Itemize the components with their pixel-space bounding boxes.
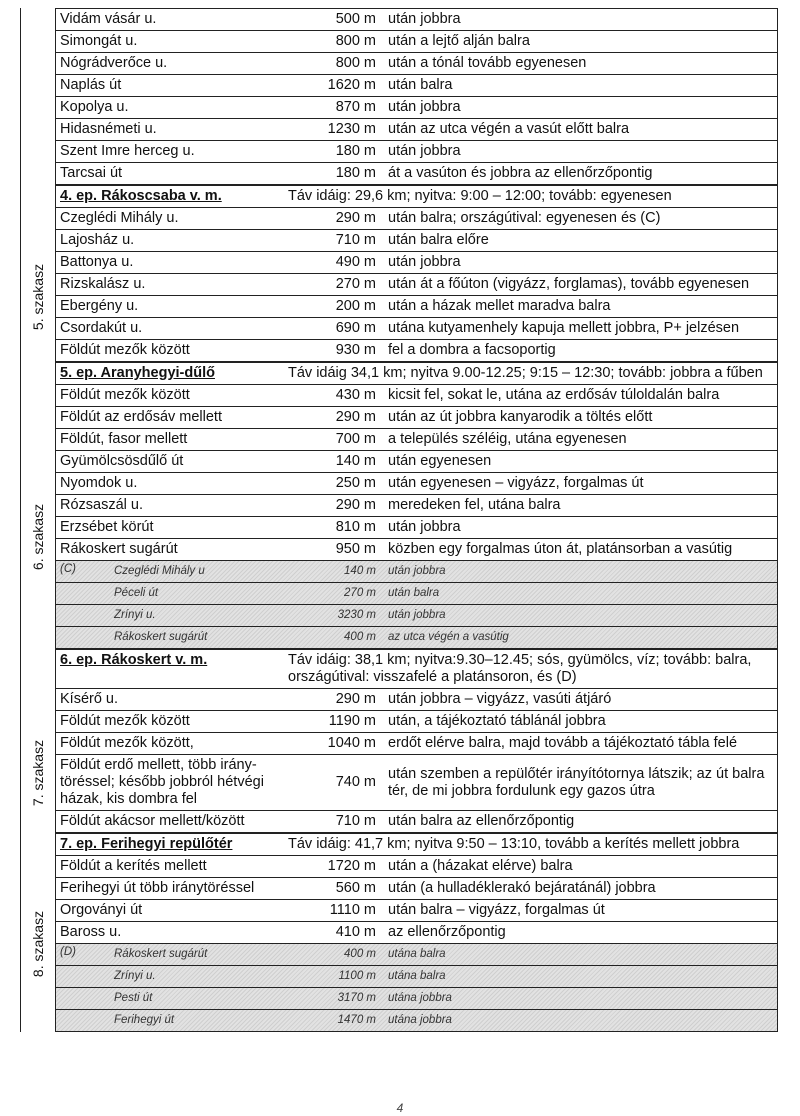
alternative-route-row	[56, 944, 778, 966]
distance: 430 m	[335, 387, 376, 403]
route-row	[56, 53, 778, 75]
route-row	[56, 407, 778, 429]
distance: 180 m	[335, 165, 376, 181]
checkpoint-info: Táv idáig 34,1 km; nyitva 9.00-12.25; 9:15 – 12:30; tovább: jobbra a fűben	[288, 365, 763, 381]
distance: 3170 m	[337, 992, 376, 1004]
route-row	[56, 230, 778, 252]
direction: után balra	[388, 77, 453, 93]
street-name: Naplás út	[60, 77, 122, 93]
distance: 290 m	[335, 210, 376, 226]
direction: után (a hulladéklerakó bejáratánál) jobbra	[388, 880, 656, 896]
route-row	[56, 318, 778, 340]
section-label: 5. szakasz	[30, 263, 47, 330]
section-label: 8. szakasz	[30, 910, 47, 978]
direction: után egyenesen – vigyázz, forgalmas út	[388, 475, 644, 491]
route-table	[20, 8, 778, 1032]
street-name: Zrínyi u.	[114, 970, 156, 982]
alt-route-tag	[56, 1010, 96, 1031]
alt-route-tag: (D)	[60, 946, 76, 958]
direction: át a vasúton és jobbra az ellenőrzőpontig	[388, 165, 653, 181]
street-name: Zrínyi u.	[114, 609, 156, 621]
section-rows	[55, 385, 778, 689]
street-name: Nyomdok u.	[60, 475, 138, 491]
street-name: Ebergény u.	[60, 298, 139, 314]
distance: 410 m	[335, 924, 376, 940]
street-name: Földút a kerítés mellett	[60, 858, 207, 874]
direction: után balra az ellenőrzőpontig	[388, 813, 575, 829]
route-section	[20, 856, 778, 1032]
distance: 870 m	[335, 99, 376, 115]
route-row	[56, 31, 778, 53]
direction: után jobbra	[388, 11, 461, 27]
street-name: Pesti út	[114, 992, 153, 1004]
street-name: Földút mezők között,	[60, 735, 194, 751]
street-name: Gyümölcsösdűlő út	[60, 453, 184, 469]
distance: 700 m	[335, 431, 376, 447]
street-name: Nógrádverőce u.	[60, 55, 168, 71]
distance: 1620 m	[327, 77, 376, 93]
route-row	[56, 539, 778, 561]
distance: 180 m	[335, 143, 376, 159]
street-name: Vidám vásár u.	[60, 11, 157, 27]
distance: 490 m	[335, 254, 376, 270]
street-name: Földút mezők között	[60, 713, 190, 729]
route-row	[56, 878, 778, 900]
street-name: Földút, fasor mellett	[60, 431, 188, 447]
street-name: Rákoskert sugárút	[114, 948, 208, 960]
street-name: Péceli út	[114, 587, 159, 599]
direction: után egyenesen	[388, 453, 492, 469]
street-name: Földút mezők között	[60, 342, 190, 358]
direction: után balra előre	[388, 232, 489, 248]
street-name: Kísérő u.	[60, 691, 119, 707]
street-name: Földút erdő mellett, több iránytöréssel; később jobbról hétvégi házak, kis dombra fel	[60, 757, 264, 807]
route-row	[56, 429, 778, 451]
distance: 740 m	[335, 774, 376, 790]
route-row	[56, 208, 778, 230]
distance: 930 m	[335, 342, 376, 358]
direction: az utca végén a vasútig	[388, 631, 509, 643]
direction: az ellenőrzőpontig	[388, 924, 506, 940]
alt-route-tag	[56, 627, 96, 648]
direction: után jobbra	[388, 143, 461, 159]
distance: 1720 m	[327, 858, 376, 874]
street-name: Battonya u.	[60, 254, 134, 270]
route-row	[56, 75, 778, 97]
direction: után jobbra	[388, 565, 446, 577]
distance: 1110 m	[329, 902, 376, 918]
street-name: Rózsaszál u.	[60, 497, 144, 513]
section-label: 7. szakasz	[30, 739, 47, 806]
route-row	[56, 755, 778, 811]
direction: után jobbra – vigyázz, vasúti átjáró	[388, 691, 612, 707]
route-row	[56, 340, 778, 362]
direction: után szemben a repülőtér irányítótornya látszik; az út balra tér, de mi jobbra fordulunk egy gazos útra	[388, 765, 765, 799]
distance: 800 m	[335, 55, 376, 71]
direction: után a tónál tovább egyenesen	[388, 55, 587, 71]
direction: erdőt elérve balra, majd tovább a tájékoztató tábla felé	[388, 735, 738, 751]
street-name: Ferihegyi út	[114, 1014, 175, 1026]
direction: után a házak mellet maradva balra	[388, 298, 611, 314]
alt-route-tag	[56, 988, 96, 1009]
checkpoint-info: Táv idáig: 41,7 km; nyitva 9:50 – 13:10, tovább a kerítés mellett jobbra	[288, 836, 740, 852]
distance: 500 m	[335, 11, 376, 27]
direction: után jobbra	[388, 609, 446, 621]
distance: 200 m	[335, 298, 376, 314]
distance: 290 m	[335, 497, 376, 513]
route-row	[56, 473, 778, 495]
section-rows	[55, 8, 778, 208]
street-name: Földút az erdősáv mellett	[60, 409, 222, 425]
alternative-route-row	[56, 627, 778, 649]
route-row	[56, 252, 778, 274]
direction: utána balra	[388, 970, 446, 982]
alt-route-tag	[56, 605, 96, 626]
route-row	[56, 495, 778, 517]
direction: utána balra	[388, 948, 446, 960]
checkpoint-info: Táv idáig: 38,1 km; nyitva:9.30–12.45; sós, gyümölcs, víz; tovább: balra, országútival: visszafelé a platánsoron, és (D)	[288, 652, 752, 685]
direction: után jobbra	[388, 99, 461, 115]
direction: után az utca végén a vasút előtt balra	[388, 121, 630, 137]
route-section	[20, 385, 778, 689]
checkpoint-row	[56, 185, 778, 208]
distance: 270 m	[344, 587, 376, 599]
direction: után jobbra	[388, 519, 461, 535]
street-name: Simongát u.	[60, 33, 138, 49]
street-name: Orgoványi út	[60, 902, 143, 918]
section-rows	[55, 856, 778, 1032]
distance: 1230 m	[327, 121, 376, 137]
checkpoint-name: 5. ep. Aranyhegyi-dűlő	[60, 365, 215, 381]
direction: fel a dombra a facsoportig	[388, 342, 556, 358]
route-section	[20, 689, 778, 856]
section-label-cell	[21, 385, 55, 689]
street-name: Hidasnémeti u.	[60, 121, 157, 137]
distance: 250 m	[335, 475, 376, 491]
distance: 810 m	[335, 519, 376, 535]
checkpoint-name: 4. ep. Rákoscsaba v. m.	[60, 188, 222, 204]
street-name: Rákoskert sugárút	[60, 541, 178, 557]
distance: 560 m	[335, 880, 376, 896]
direction: utána jobbra	[388, 1014, 452, 1026]
distance: 1040 m	[327, 735, 376, 751]
section-label-cell	[21, 8, 55, 208]
alternative-route-row	[56, 966, 778, 988]
distance: 400 m	[344, 948, 376, 960]
route-row	[56, 274, 778, 296]
direction: kicsit fel, sokat le, utána az erdősáv túloldalán balra	[388, 387, 720, 403]
street-name: Czeglédi Mihály u.	[60, 210, 179, 226]
street-name: Kopolya u.	[60, 99, 129, 115]
alternative-route-row	[56, 988, 778, 1010]
section-label: 6. szakasz	[30, 503, 47, 571]
distance: 140 m	[335, 453, 376, 469]
route-row	[56, 733, 778, 755]
checkpoint-name: 6. ep. Rákoskert v. m.	[60, 652, 208, 668]
alt-route-tag	[56, 966, 96, 987]
section-label-cell	[21, 689, 55, 856]
direction: utána jobbra	[388, 992, 452, 1004]
direction: utána kutyamenhely kapuja mellett jobbra, P+ jelzésen	[388, 320, 740, 336]
section-rows	[55, 689, 778, 856]
street-name: Ferihegyi út több iránytöréssel	[60, 880, 255, 896]
route-section	[20, 8, 778, 208]
route-row	[56, 711, 778, 733]
direction: után balra – vigyázz, forgalmas út	[388, 902, 605, 918]
street-name: Földút akácsor mellett/között	[60, 813, 245, 829]
street-name: Szent Imre herceg u.	[60, 143, 195, 159]
distance: 3230 m	[337, 609, 376, 621]
distance: 290 m	[335, 409, 376, 425]
alt-route-tag: (C)	[60, 563, 76, 575]
checkpoint-info: Táv idáig: 29,6 km; nyitva: 9:00 – 12:00; tovább: egyenesen	[288, 188, 672, 204]
section-rows	[55, 208, 778, 385]
direction: után balra; országútival: egyenesen és (C)	[388, 210, 661, 226]
route-row	[56, 119, 778, 141]
route-row	[56, 163, 778, 185]
distance: 710 m	[335, 232, 376, 248]
route-row	[56, 811, 778, 833]
section-label-cell	[21, 856, 55, 1032]
checkpoint-row	[56, 362, 778, 385]
alternative-route-row	[56, 1010, 778, 1032]
direction: közben egy forgalmas úton át, platánsorban a vasútig	[388, 541, 733, 557]
route-row	[56, 922, 778, 944]
distance: 950 m	[335, 541, 376, 557]
street-name: Rákoskert sugárút	[114, 631, 208, 643]
checkpoint-row	[56, 649, 778, 689]
direction: meredeken fel, utána balra	[388, 497, 561, 513]
distance: 400 m	[344, 631, 376, 643]
route-row	[56, 689, 778, 711]
distance: 800 m	[335, 33, 376, 49]
route-section	[20, 208, 778, 385]
distance: 140 m	[344, 565, 376, 577]
route-row	[56, 856, 778, 878]
distance: 270 m	[335, 276, 376, 292]
route-row	[56, 517, 778, 539]
street-name: Czeglédi Mihály u	[114, 565, 205, 577]
direction: után az út jobbra kanyarodik a töltés előtt	[388, 409, 653, 425]
alt-route-tag	[56, 583, 96, 604]
route-row	[56, 296, 778, 318]
alternative-route-row	[56, 583, 778, 605]
distance: 1100 m	[338, 970, 376, 982]
alternative-route-row	[56, 561, 778, 583]
route-row	[56, 8, 778, 31]
page-number: 4	[396, 1101, 404, 1115]
route-row	[56, 900, 778, 922]
distance: 710 m	[335, 813, 376, 829]
checkpoint-row	[56, 833, 778, 856]
street-name: Csordakút u.	[60, 320, 143, 336]
checkpoint-name: 7. ep. Ferihegyi repülőtér	[60, 836, 233, 852]
street-name: Tarcsai út	[60, 165, 123, 181]
street-name: Lajosház u.	[60, 232, 135, 248]
street-name: Erzsébet körút	[60, 519, 154, 535]
route-row	[56, 97, 778, 119]
street-name: Baross u.	[60, 924, 122, 940]
distance: 1470 m	[337, 1014, 376, 1026]
distance: 1190 m	[328, 713, 376, 729]
distance: 290 m	[335, 691, 376, 707]
street-name: Rizskalász u.	[60, 276, 146, 292]
street-name: Földút mezők között	[60, 387, 190, 403]
direction: után jobbra	[388, 254, 461, 270]
direction: után, a tájékoztató táblánál jobbra	[388, 713, 606, 729]
direction: után a (házakat elérve) balra	[388, 858, 573, 874]
route-row	[56, 141, 778, 163]
alternative-route-row	[56, 605, 778, 627]
direction: után balra	[388, 587, 440, 599]
route-row	[56, 385, 778, 407]
direction: a település széléig, utána egyenesen	[388, 431, 627, 447]
distance: 690 m	[335, 320, 376, 336]
section-label-cell	[21, 208, 55, 385]
route-row	[56, 451, 778, 473]
direction: után át a főúton (vigyázz, forglamas), tovább egyenesen	[388, 276, 750, 292]
direction: után a lejtő alján balra	[388, 33, 530, 49]
